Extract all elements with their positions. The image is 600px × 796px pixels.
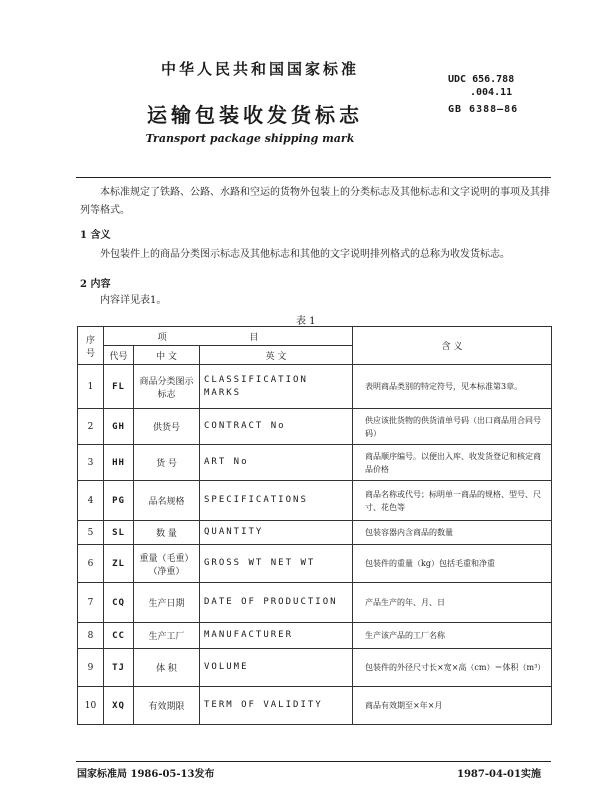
row-meaning: 包装容器内含商品的数量 [353,521,552,545]
row-number: 6 [78,545,104,583]
table-row [78,365,552,409]
row-english: CONTRACT No [200,409,353,445]
gb-number: GB 6388—86 [448,104,519,115]
row-chinese: 有效期限 [134,687,200,725]
header-en: 英 文 [200,346,353,365]
document-title: 运输包装收发货标志 [147,103,363,127]
row-english: MANUFACTURER [200,623,353,649]
section-2-text: 内容详见表1。 [100,295,167,306]
row-chinese: 生产日期 [134,583,200,623]
implementation-date: 1987-04-01实施 [457,769,541,780]
udc-line-2: .004.11 [470,87,513,98]
document-title-english: Transport package shipping mark [145,132,355,145]
row-code: SL [104,521,134,545]
row-number: 7 [78,583,104,623]
header-code: 代号 [104,346,134,365]
table-row [78,481,552,521]
row-code: TJ [104,649,134,687]
table-caption: 表 1 [296,316,316,327]
row-chinese: 重量（毛重）（净重） [134,545,200,583]
header-meaning: 含 义 [353,327,552,365]
section-2-heading: 2 内容 [80,279,111,290]
table-row [78,687,552,725]
row-english: TERM OF VALIDITY [200,687,353,725]
row-english: DATE OF PRODUCTION [200,583,353,623]
row-number: 4 [78,481,104,521]
intro-paragraph: 本标准规定了铁路、公路、水路和空运的货物外包装上的分类标志及其他标志和文字说明的事项及其排列等格式。 [80,187,550,216]
row-number: 8 [78,623,104,649]
row-number: 5 [78,521,104,545]
table-row [78,623,552,649]
row-chinese: 货 号 [134,445,200,481]
row-meaning: 产品生产的年、月、日 [353,583,552,623]
row-chinese: 供货号 [134,409,200,445]
issue-date: 国家标准局 1986-05-13发布 [77,769,215,780]
row-number: 2 [78,409,104,445]
row-english: CLASSIFICATION MARKS [200,365,353,409]
row-code: GH [104,409,134,445]
table-row [78,583,552,623]
row-chinese: 体 积 [134,649,200,687]
row-chinese: 商品分类图示标志 [134,365,200,409]
header-cn: 中 文 [134,346,200,365]
standard-organization: 中华人民共和国国家标准 [160,60,359,78]
udc-line-1: UDC 656.788 [448,74,515,85]
row-code: ZL [104,545,134,583]
row-english: SPECIFICATIONS [200,481,353,521]
row-meaning: 包装件的外径尺寸长×宽×高（cm）＝体积（m³） [353,649,552,687]
row-code: CC [104,623,134,649]
section-1-heading: 1 含义 [80,230,111,241]
row-code: CQ [104,583,134,623]
row-english: QUANTITY [200,521,353,545]
header-no: 序号 [78,327,104,365]
section-1-text: 外包装件上的商品分类图示标志及其他标志和其他的文字说明排列格式的总称为收发货标志。 [100,249,510,260]
row-meaning: 供应该批货物的供货清单号码（出口商品用合同号码） [353,409,552,445]
row-meaning: 包装件的重量（kg）包括毛重和净重 [353,545,552,583]
row-number: 3 [78,445,104,481]
row-number: 9 [78,649,104,687]
row-code: FL [104,365,134,409]
table-row [78,521,552,545]
udc-code [448,73,514,99]
row-meaning: 商品顺序编号。以便出入库、收发货登记和核定商品价格 [353,445,552,481]
row-number: 1 [78,365,104,409]
footer-divider [76,761,551,762]
row-chinese: 生产工厂 [134,623,200,649]
row-english: ART No [200,445,353,481]
row-english: GROSS WT NET WT [200,545,353,583]
row-meaning: 生产该产品的工厂名称 [353,623,552,649]
table-row [78,545,552,583]
row-meaning: 商品名称或代号；标明单一商品的规格、型号、尺寸、花色等 [353,481,552,521]
table-body [78,365,552,725]
table-row [78,649,552,687]
table-row [78,409,552,445]
row-english: VOLUME [200,649,353,687]
header-item: 项 目 [104,327,353,346]
row-number: 10 [78,687,104,725]
row-chinese: 品名规格 [134,481,200,521]
header-divider [76,177,551,178]
row-code: HH [104,445,134,481]
row-meaning: 表明商品类别的特定符号，见本标准第3章。 [353,365,552,409]
row-code: PG [104,481,134,521]
row-chinese: 数 量 [134,521,200,545]
row-code: XQ [104,687,134,725]
shipping-mark-table [77,326,552,725]
table-row [78,445,552,481]
row-meaning: 商品有效期至×年×月 [353,687,552,725]
